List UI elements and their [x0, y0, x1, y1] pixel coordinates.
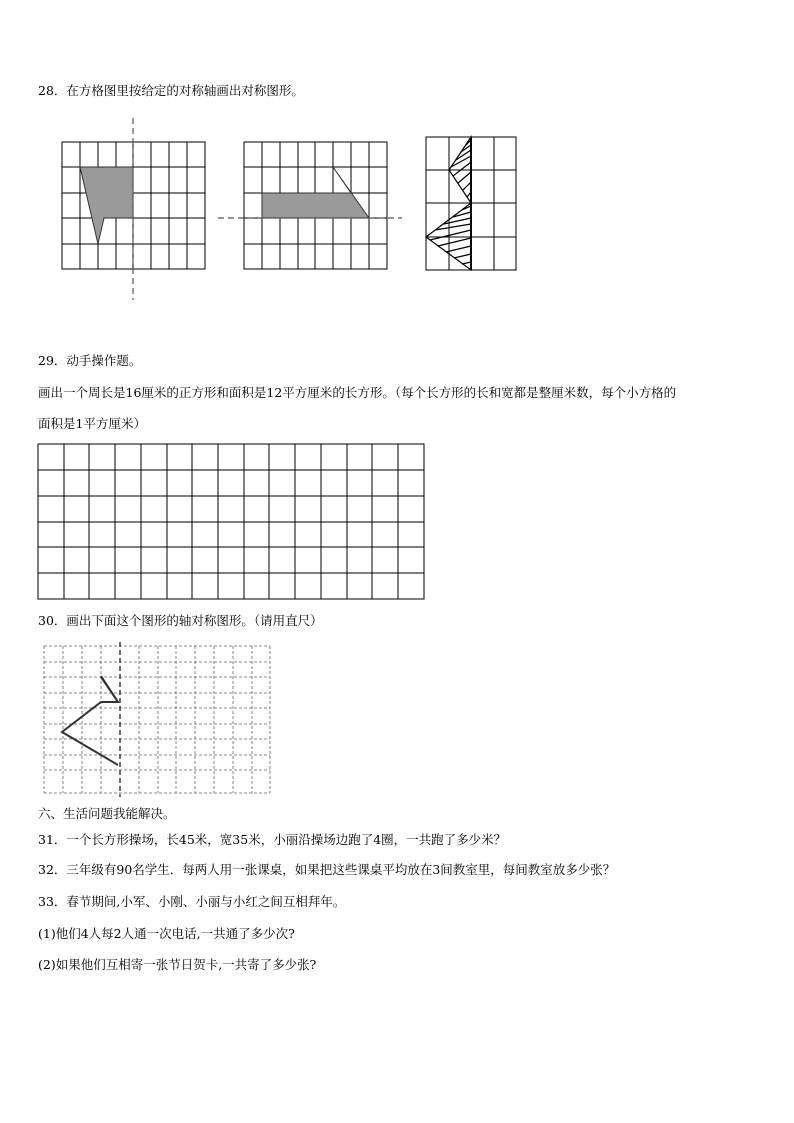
q29-line2: 面积是1平方厘米）	[38, 416, 146, 431]
section6-title: 六、生活问题我能解决。	[38, 806, 176, 821]
q30-shape-lines	[62, 676, 118, 765]
q29-grid	[38, 444, 424, 599]
q30-text: 30．画出下面这个图形的轴对称图形。（请用直尺）	[38, 613, 323, 628]
q29-title: 29．动手操作题。	[38, 353, 142, 368]
q29-line1: 画出一个周长是16厘米的正方形和面积是12平方厘米的长方形。（每个长方形的长和宽都是整厘米数，每个小方格的	[38, 385, 677, 400]
q28-text: 28．在方格图里按给定的对称轴画出对称图形。	[38, 83, 304, 98]
q32-text: 32．三年级有90名学生．每两人用一张课桌，如果把这些课桌平均放在3间教室里，每间教室放多少张？	[38, 862, 616, 877]
q33-sub1: (1)他们4人每2人通一次电话,一共通了多少次?	[38, 926, 295, 941]
q28-shape-1	[80, 167, 133, 244]
q33-sub2: (2)如果他们互相寄一张节日贺卡,一共寄了多少张?	[38, 957, 317, 972]
q31-text: 31．一个长方形操场，长45米，宽35米，小丽沿操场边跑了4圈，一共跑了多少米？	[38, 832, 507, 847]
q33-title: 33．春节期间,小军、小刚、小丽与小红之间互相拜年。	[38, 894, 346, 909]
